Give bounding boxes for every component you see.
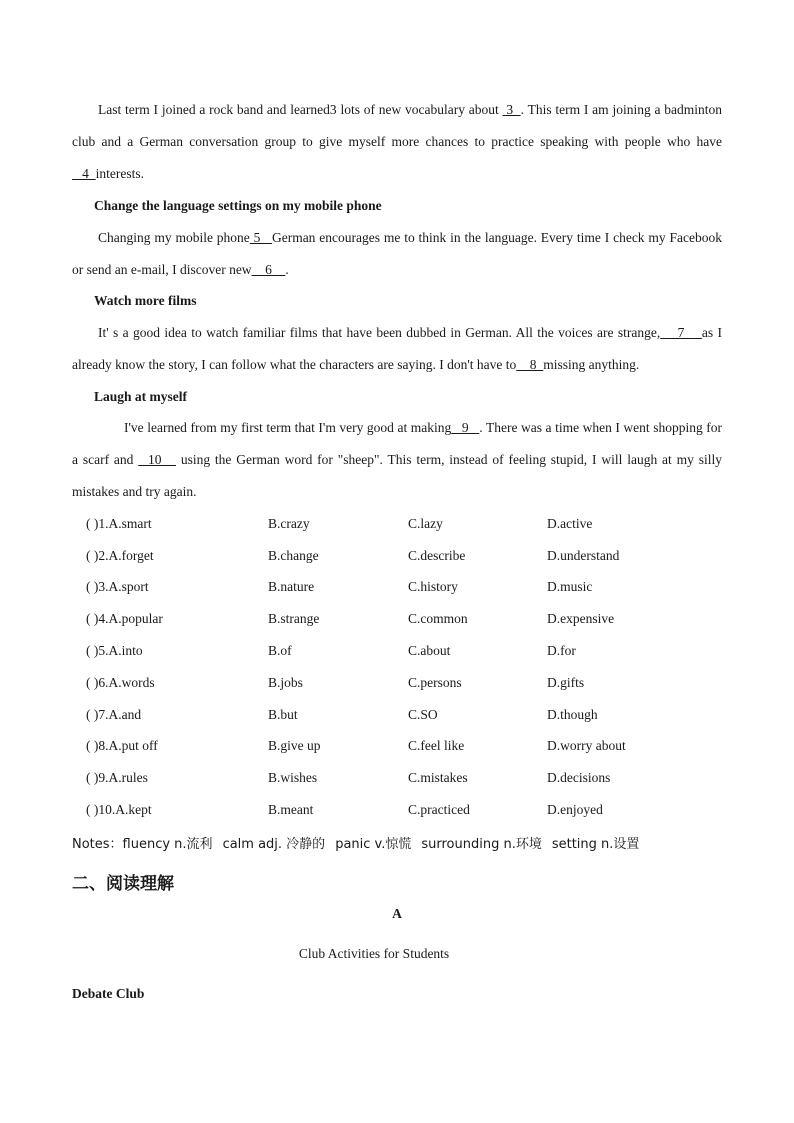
note: setting n.设置 <box>551 837 640 852</box>
text: using the German word for "sheep". This term, instead of feeling stupid, I will laugh at my silly mistakes and try again. <box>72 452 722 499</box>
text: . <box>285 262 289 277</box>
note: Notes：fluency n.流利 <box>72 837 213 852</box>
text: as I already know the story, I can follow what the characters are saying. I don't have to <box>72 325 722 372</box>
option-b: B.meant <box>268 802 314 817</box>
heading-language-settings: Change the language settings on my mobile phone <box>94 198 382 213</box>
note: calm adj. 冷静的 <box>222 837 326 852</box>
option-b: B.of <box>268 643 292 658</box>
option-a: ( )2.A.forget <box>86 548 154 563</box>
blank-8: 8 <box>516 357 544 372</box>
question-row <box>86 800 726 820</box>
option-a: ( )9.A.rules <box>86 770 148 785</box>
option-d: D.music <box>547 579 593 594</box>
option-b: B.jobs <box>268 675 303 690</box>
heading-laugh: Laugh at myself <box>94 389 188 404</box>
option-c: C.lazy <box>408 516 443 531</box>
option-b: B.change <box>268 548 319 563</box>
heading-watch-films: Watch more films <box>94 293 197 308</box>
question-row <box>86 514 726 534</box>
option-a: ( )4.A.popular <box>86 611 163 626</box>
question-row <box>86 768 726 788</box>
paragraph-3 <box>72 317 722 381</box>
text: . There was a time when I went shopping for a scarf and <box>72 420 723 467</box>
option-d: D.decisions <box>547 770 611 785</box>
blank-10: 10 <box>138 452 176 467</box>
option-a: ( )8.A.put off <box>86 738 158 753</box>
text: interests. <box>95 166 144 181</box>
subheading-debate-club: Debate Club <box>72 986 145 1001</box>
passage-letter: A <box>392 906 402 921</box>
question-row <box>86 673 726 693</box>
text: Last term I joined a rock band and learned3 lots of new vocabulary about <box>98 102 503 117</box>
option-c: C.common <box>408 611 468 626</box>
option-c: C.describe <box>408 548 466 563</box>
text: Changing my mobile phone <box>98 230 250 245</box>
text: . This term I am joining a badminton club and a German conversation group to give myself more chances to practice speaking with people who have <box>72 102 722 149</box>
option-d: D.though <box>547 707 598 722</box>
option-b: B.crazy <box>268 516 310 531</box>
question-row <box>86 546 726 566</box>
text: I've learned from my first term that I'm very good at making <box>124 420 452 435</box>
option-c: C.history <box>408 579 458 594</box>
question-row <box>86 736 726 756</box>
option-d: D.worry about <box>547 738 626 753</box>
blank-9: 9 <box>451 420 480 435</box>
text: missing anything. <box>543 357 640 372</box>
text: German encourages me to think in the language. Every time I check my Facebook or send an e-mail, I discover new <box>72 230 722 277</box>
question-row <box>86 609 726 629</box>
paragraph-1 <box>72 94 722 190</box>
option-b: B.give up <box>268 738 321 753</box>
option-a: ( )10.A.kept <box>86 802 152 817</box>
blank-5: 5 <box>249 230 272 245</box>
blank-6: 6 <box>251 262 286 277</box>
option-a: ( )6.A.words <box>86 675 155 690</box>
option-b: B.but <box>268 707 298 722</box>
paragraph-4 <box>72 412 722 508</box>
option-c: C.mistakes <box>408 770 468 785</box>
vocabulary-notes <box>72 833 649 852</box>
option-d: D.enjoyed <box>547 802 603 817</box>
question-row <box>86 577 726 597</box>
option-c: C.SO <box>408 707 438 722</box>
blank-4: 4 <box>72 166 96 181</box>
option-a: ( )5.A.into <box>86 643 143 658</box>
option-c: C.practiced <box>408 802 470 817</box>
note: panic v.惊慌 <box>335 837 412 852</box>
option-b: B.wishes <box>268 770 318 785</box>
option-c: C.feel like <box>408 738 465 753</box>
passage-title: Club Activities for Students <box>298 946 450 961</box>
blank-7: 7 <box>660 325 702 340</box>
option-a: ( )1.A.smart <box>86 516 152 531</box>
text: It' s a good idea to watch familiar films that have been dubbed in German. All the voices are strange, <box>98 325 661 340</box>
question-row <box>86 705 726 725</box>
option-c: C.about <box>408 643 451 658</box>
option-d: D.understand <box>547 548 620 563</box>
option-d: D.active <box>547 516 593 531</box>
option-d: D.gifts <box>547 675 585 690</box>
option-d: D.expensive <box>547 611 615 626</box>
question-row <box>86 641 726 661</box>
paragraph-2 <box>72 222 722 286</box>
option-a: ( )7.A.and <box>86 707 142 722</box>
blank-3: 3 <box>502 102 521 117</box>
option-b: B.strange <box>268 611 320 626</box>
option-a: ( )3.A.sport <box>86 579 149 594</box>
option-d: D.for <box>547 643 576 658</box>
note: surrounding n.环境 <box>421 837 542 852</box>
section-title: 二、阅读理解 <box>72 874 174 894</box>
option-b: B.nature <box>268 579 315 594</box>
option-c: C.persons <box>408 675 462 690</box>
